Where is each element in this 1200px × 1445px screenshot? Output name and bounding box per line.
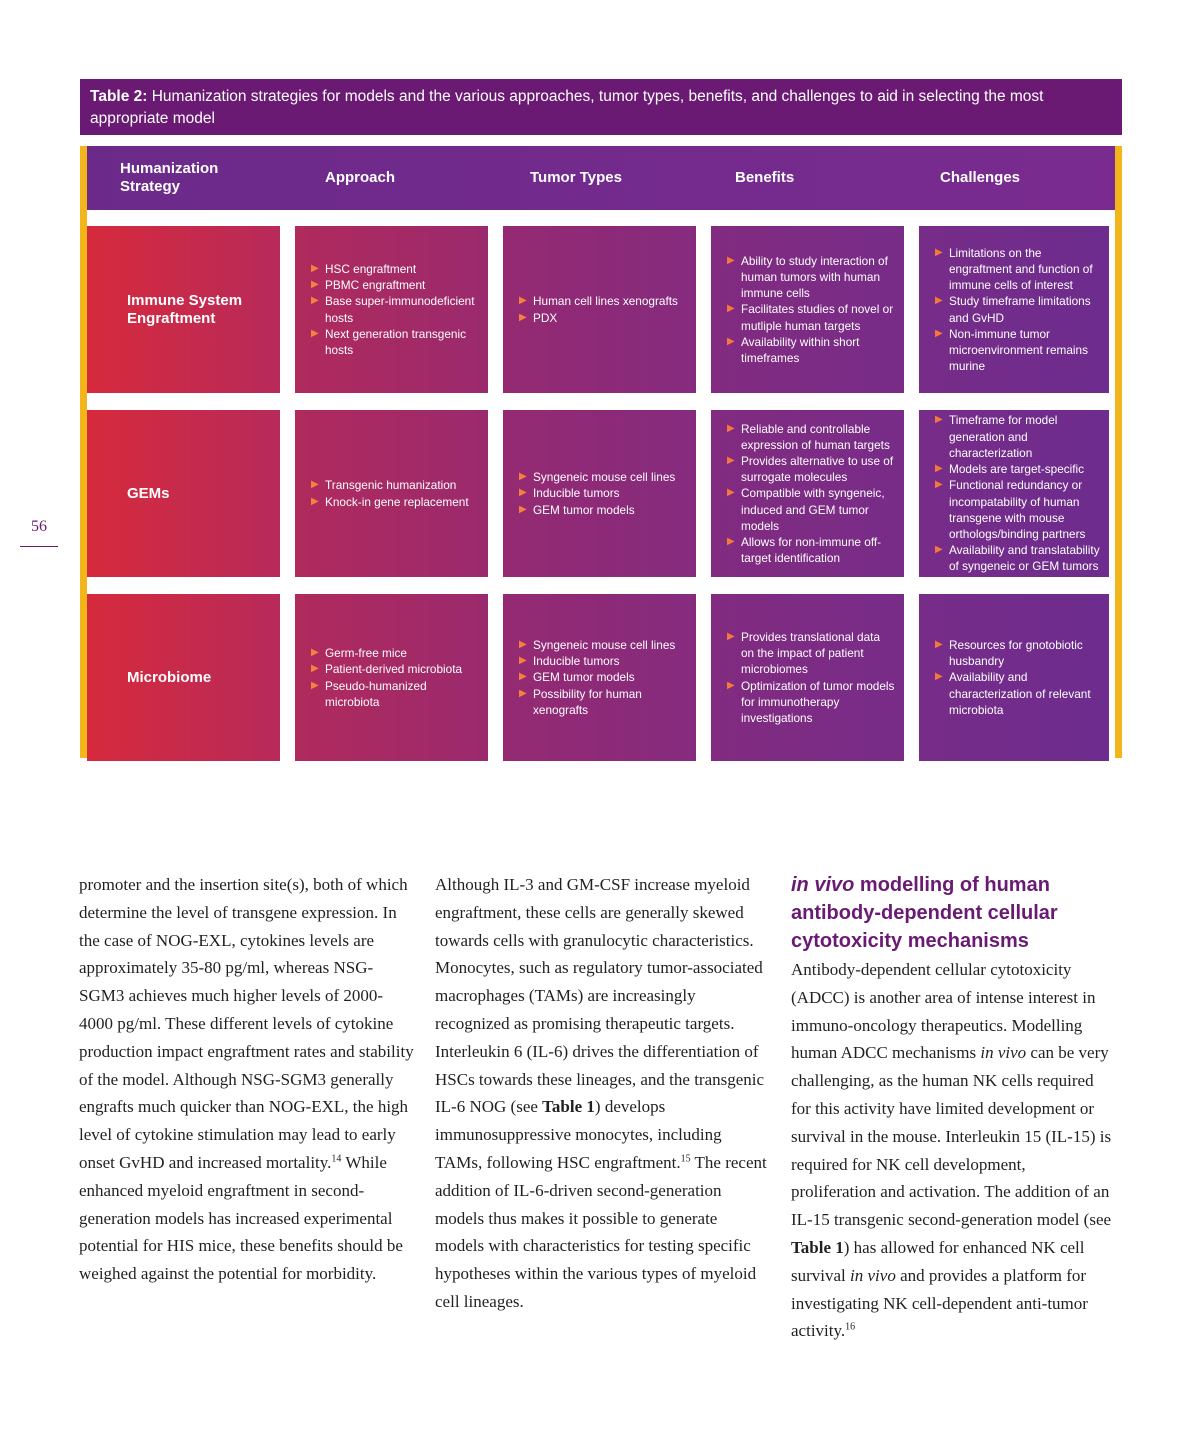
list-item [311, 261, 476, 277]
table-cell-approach [295, 410, 488, 577]
bullet-arrow-icon: ▶ [311, 279, 319, 291]
list-item [311, 326, 476, 358]
list-item [935, 293, 1103, 325]
heading-text: modelling of human antibody-dependent cellular cytotoxicity mechanisms [791, 874, 1058, 952]
caption-label: Table 2: [90, 88, 148, 105]
list-item-text: Timeframe for model generation and characterization [949, 413, 1058, 460]
page-number: 56 [31, 518, 47, 535]
text-column-2 [435, 871, 767, 1316]
table-cell-challenges [919, 410, 1109, 577]
list-item [519, 310, 684, 326]
col3-footnote-16: 16 [845, 1321, 856, 1333]
list-item-text: Syngeneic mouse cell lines [533, 637, 676, 652]
list-item [311, 277, 476, 293]
list-item-text: Transgenic humanization [325, 478, 457, 493]
bullet-arrow-icon: ▶ [935, 479, 943, 491]
list-item-text: PDX [533, 310, 558, 325]
col3-text-c: ) has allowed for enhanced NK cell survival [791, 1237, 1085, 1285]
header-strategy: Humanization Strategy [120, 160, 219, 195]
list-item-text: Syngeneic mouse cell lines [533, 470, 676, 485]
bullet-arrow-icon: ▶ [935, 463, 943, 475]
list-item-text: Ability to study interaction of human tumors with human immune cells [741, 253, 888, 301]
bullet-arrow-icon: ▶ [727, 630, 735, 642]
bullet-arrow-icon: ▶ [935, 638, 943, 650]
col3-text-b: can be very challenging, as the human NK cells required for this activity have limited development or survival in the mouse. Interleukin 15 (IL-15) is required for NK cell development, proliferation and activation. The addition of an IL-15 transgenic second-generation model (see [791, 1043, 1112, 1230]
list-item-text: Compatible with syngeneic, induced and GEM tumor models [741, 486, 885, 533]
col3-paragraph [791, 956, 1113, 1345]
bullet-arrow-icon: ▶ [935, 414, 943, 426]
table-cell-tumor-types [503, 594, 696, 761]
list-item-text: Knock-in gene replacement [325, 494, 469, 509]
list-item-text: Patient-derived microbiota [325, 662, 463, 677]
bullet-arrow-icon: ▶ [935, 671, 943, 683]
list-item-text: Non-immune tumor microenvironment remains murine [949, 326, 1088, 374]
table-cell-approach [295, 594, 488, 761]
list-item-text: Availability within short timeframes [741, 334, 860, 365]
bullet-arrow-icon: ▶ [311, 647, 319, 659]
col3-italic-2: in vivo [850, 1265, 896, 1285]
list-item-text: GEM tumor models [533, 670, 635, 685]
bullet-arrow-icon: ▶ [519, 687, 527, 699]
col2-text-a: Although IL-3 and GM-CSF increase myeloid engraftment, these cells are generally skewed towards cells with granulocytic characteristics. Monocytes, such as regulatory tumor-associated macrophages (TAMs) are increasingly recognized as promising therapeutic targets. Interleukin 6 (IL-6) drives the differentiation of HSCs towards these lineages, and the transgenic IL-6 NOG (see [435, 875, 765, 1117]
list-item [311, 645, 476, 661]
bullet-arrow-icon: ▶ [311, 262, 319, 274]
bullet-arrow-icon: ▶ [519, 471, 527, 483]
list-item [727, 453, 896, 485]
list-item-text: Resources for gnotobiotic husbandry [949, 637, 1083, 669]
list-item-text: Facilitates studies of novel or mutliple human targets [741, 302, 894, 333]
list-item-text: Availability and characterization of relevant microbiota [949, 670, 1091, 717]
list-item [519, 669, 684, 685]
col2-text-b: ) develops immunosuppressive monocytes, including TAMs, following HSC engraftment. [435, 1097, 722, 1172]
table-cell-strategy [87, 226, 280, 393]
bullet-arrow-icon: ▶ [935, 246, 943, 258]
list-item [519, 637, 684, 653]
bullet-arrow-icon: ▶ [727, 303, 735, 315]
list-item-text: Base super-immunodeficient hosts [325, 294, 475, 325]
list-item [727, 678, 896, 727]
list-item [519, 686, 684, 718]
bullet-arrow-icon: ▶ [519, 655, 527, 667]
table-cell-benefits [711, 594, 904, 761]
table-left-border [80, 146, 87, 758]
header-challenges: Challenges [940, 169, 1021, 186]
list-item [311, 494, 476, 510]
list-item [935, 245, 1103, 294]
list-item [935, 637, 1103, 669]
list-item [727, 334, 896, 366]
header-benefits: Benefits [735, 169, 795, 186]
table-right-border [1115, 146, 1122, 758]
table-cell-challenges [919, 594, 1109, 761]
bullet-arrow-icon: ▶ [935, 544, 943, 556]
list-item-text: Study timeframe limitations and GvHD [949, 294, 1091, 325]
bullet-arrow-icon: ▶ [727, 454, 735, 466]
list-item [311, 477, 476, 493]
list-item [935, 669, 1103, 718]
col1-footnote-14: 14 [331, 1153, 342, 1165]
list-item [519, 485, 684, 501]
bullet-arrow-icon: ▶ [727, 335, 735, 347]
text-column-1 [79, 871, 415, 1288]
bullet-arrow-icon: ▶ [519, 311, 527, 323]
bullet-arrow-icon: ▶ [519, 503, 527, 515]
list-item-text: PBMC engraftment [325, 278, 426, 293]
table-cell-challenges [919, 226, 1109, 393]
list-item-text: Inducible tumors [533, 486, 620, 501]
table-cell-strategy [87, 410, 280, 577]
list-item [311, 678, 476, 710]
col2-paragraph [435, 871, 767, 1316]
bullet-arrow-icon: ▶ [311, 295, 319, 307]
page-number-rule [20, 546, 58, 547]
bullet-arrow-icon: ▶ [311, 495, 319, 507]
list-item-text: Availability and translatability of syngeneic or GEM tumors [949, 543, 1100, 574]
list-item [519, 653, 684, 669]
bullet-arrow-icon: ▶ [935, 295, 943, 307]
bullet-arrow-icon: ▶ [727, 487, 735, 499]
strategy-label: Immune System Engraftment [127, 291, 243, 327]
col2-text-c: The recent addition of IL-6-driven second-generation models thus makes it possible to generate models with characteristics for testing specific hypotheses within the various types of myeloid cell lineages. [435, 1152, 767, 1311]
col3-text-a: Antibody-dependent cellular cytotoxicity (ADCC) is another area of intense interest in immuno-oncology therapeutics. Modelling human ADCC mechanisms [791, 960, 1096, 1063]
list-item-text: Next generation transgenic hosts [325, 326, 466, 357]
list-item [935, 412, 1103, 461]
list-item [935, 477, 1103, 542]
bullet-arrow-icon: ▶ [311, 679, 319, 691]
list-item-text: Limitations on the engraftment and function of immune cells of interest [949, 245, 1093, 293]
list-item [935, 542, 1103, 574]
list-item [311, 661, 476, 677]
col1-paragraph [79, 871, 415, 1288]
bullet-arrow-icon: ▶ [519, 671, 527, 683]
col2-footnote-15: 15 [680, 1153, 691, 1165]
col2-table-ref: Table 1 [542, 1097, 595, 1117]
header-approach: Approach [325, 169, 396, 186]
bullet-arrow-icon: ▶ [519, 638, 527, 650]
list-item-text: Pseudo-humanized microbiota [325, 678, 427, 709]
table-cell-tumor-types [503, 410, 696, 577]
bullet-arrow-icon: ▶ [311, 663, 319, 675]
list-item [519, 293, 684, 309]
list-item-text: GEM tumor models [533, 502, 635, 517]
bullet-arrow-icon: ▶ [935, 327, 943, 339]
col1-text-a: promoter and the insertion site(s), both of which determine the level of transgene expression. In the case of NOG-EXL, cytokines levels are approximately 35-80 pg/ml, whereas NSG-SGM3 achieves much higher levels of 2000-4000 pg/ml. These different levels of cytokine production impact engraftment rates and stability of the model. Although NSG-SGM3 generally engrafts much quicker than NOG-EXL, the high level of cytokine stimulation may lead to early onset GvHD and increased mortality. [79, 875, 414, 1172]
bullet-arrow-icon: ▶ [727, 422, 735, 434]
humanization-table [80, 146, 1122, 758]
bullet-arrow-icon: ▶ [519, 487, 527, 499]
list-item [727, 253, 896, 302]
bullet-arrow-icon: ▶ [727, 536, 735, 547]
list-item [519, 502, 684, 518]
heading-italic: in vivo [791, 874, 855, 896]
list-item [519, 469, 684, 485]
table-cell-benefits [711, 226, 904, 393]
list-item [935, 326, 1103, 375]
list-item [935, 461, 1103, 477]
strategy-label: GEMs [127, 484, 170, 502]
bullet-arrow-icon: ▶ [311, 327, 319, 339]
list-item [727, 301, 896, 333]
list-item [311, 293, 476, 325]
table-cell-strategy [87, 594, 280, 761]
bullet-arrow-icon: ▶ [519, 295, 527, 307]
list-item-text: Optimization of tumor models for immunotherapy investigations [741, 678, 895, 725]
list-item-text: Possibility for human xenografts [533, 686, 642, 717]
list-item-text: Germ-free mice [325, 646, 407, 661]
list-item [727, 629, 896, 678]
caption-text: Humanization strategies for models and the various approaches, tumor types, benefits, and challenges to aid in selecting the most appropriate model [90, 88, 1044, 127]
list-item-text: Reliable and controllable expression of human targets [741, 421, 890, 452]
table-cell-benefits [711, 410, 904, 577]
list-item-text: Provides alternative to use of surrogate molecules [741, 453, 894, 485]
list-item-text: Functional redundancy or incompatability of human transgene with mouse orthologs/binding partners [949, 478, 1086, 541]
col3-text-d: and provides a platform for investigating NK cell-dependent anti-tumor activity. [791, 1265, 1088, 1341]
list-item [727, 534, 896, 566]
table-caption [80, 79, 1122, 135]
section-heading-adcc [791, 871, 1113, 955]
col3-italic-1: in vivo [980, 1043, 1027, 1063]
list-item-text: HSC engraftment [325, 261, 417, 276]
header-tumor-types: Tumor Types [530, 169, 622, 186]
strategy-label: Microbiome [127, 668, 212, 686]
list-item-text: Human cell lines xenografts [533, 294, 678, 309]
bullet-arrow-icon: ▶ [727, 679, 735, 691]
bullet-arrow-icon: ▶ [311, 479, 319, 491]
list-item-text: Allows for non-immune off-target identification [741, 535, 882, 566]
list-item [727, 485, 896, 534]
table-cell-tumor-types [503, 226, 696, 393]
col1-text-b: While enhanced myeloid engraftment in second-generation models has increased experimental potential for HIS mice, these benefits should be weighed against the potential for morbidity. [79, 1152, 403, 1284]
list-item-text: Models are target-specific [949, 462, 1085, 477]
bullet-arrow-icon: ▶ [727, 254, 735, 266]
table-cell-approach [295, 226, 488, 393]
text-column-3 [791, 871, 1113, 1345]
list-item [727, 421, 896, 453]
list-item-text: Inducible tumors [533, 654, 620, 669]
list-item-text: Provides translational data on the impact of patient microbiomes [741, 629, 881, 677]
col3-table-ref: Table 1 [791, 1237, 844, 1257]
